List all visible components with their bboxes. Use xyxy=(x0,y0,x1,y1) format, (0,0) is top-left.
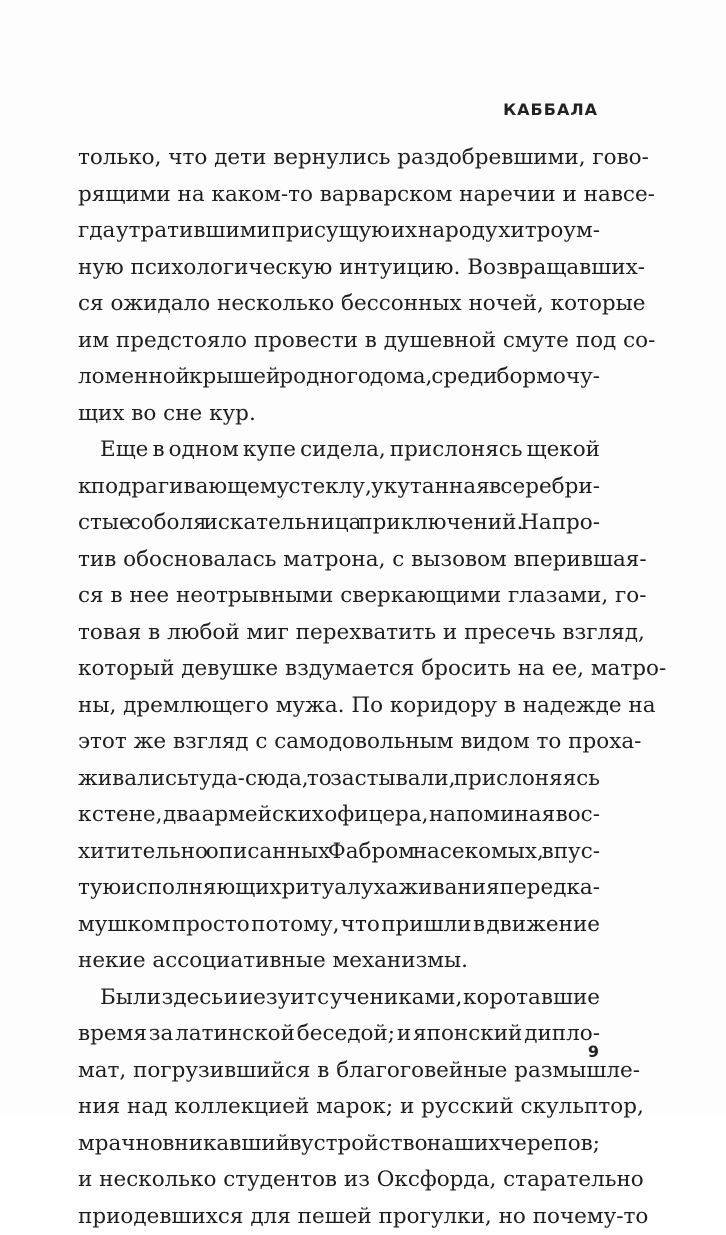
running-head: КАББАЛА xyxy=(503,100,598,119)
text-line: товая в любой миг перехватить и пресечь взгляд, xyxy=(78,615,600,652)
text-line: время за латинской беседой; и японский дипло- xyxy=(78,1016,600,1053)
text-line: некие ассоциативные механизмы. xyxy=(78,943,600,980)
text-line: ны, дремлющего мужа. По коридору в надежде на xyxy=(78,688,600,725)
text-line: ся ожидало несколько бессонных ночей, которые xyxy=(78,286,600,323)
text-line: гда утратившими присущую их народу хитроум- xyxy=(78,213,600,250)
text-line: ния над коллекцией марок; и русский скульптор, xyxy=(78,1089,600,1126)
text-line: мат, погрузившийся в благоговейные размышле- xyxy=(78,1053,600,1090)
text-line: Были здесь и иезуит с учениками, коротавшие xyxy=(78,980,600,1017)
paragraph-1 xyxy=(78,140,600,432)
text-line: щих во сне кур. xyxy=(78,396,600,433)
body-text xyxy=(78,140,600,1235)
text-line: ся в нее неотрывными сверкающими глазами, го- xyxy=(78,578,600,615)
text-line: мрачно вникавший в устройство наших черепов; xyxy=(78,1126,600,1163)
text-line: Еще в одном купе сидела, прислонясь щекой xyxy=(78,432,600,469)
text-line: живались туда-сюда, то застывали, прислоняясь xyxy=(78,761,600,798)
text-line: хитительно описанных Фабром насекомых, впус- xyxy=(78,834,600,871)
text-line: который девушке вздумается бросить на ее, матро- xyxy=(78,651,600,688)
text-line: стые соболя искательница приключений. Напро- xyxy=(78,505,600,542)
text-line: тую исполняющих ритуал ухаживания перед ка- xyxy=(78,870,600,907)
text-line: этот же взгляд с самодовольным видом то проха- xyxy=(78,724,600,761)
paragraph-3 xyxy=(78,980,600,1235)
paragraph-2 xyxy=(78,432,600,980)
text-line: рящими на каком-то варварском наречии и навсе- xyxy=(78,177,600,214)
text-line: и несколько студентов из Оксфорда, старательно xyxy=(78,1162,600,1199)
text-line: только, что дети вернулись раздобревшими, гово- xyxy=(78,140,600,177)
page-number: 9 xyxy=(588,1042,599,1061)
text-line: приодевшихся для пешей прогулки, но почему-то xyxy=(78,1199,600,1235)
text-line: мушком просто потому, что пришли в движение xyxy=(78,907,600,944)
text-line: тив обосновалась матрона, с вызовом вперившая- xyxy=(78,542,600,579)
text-line: им предстояло провести в душевной смуте под со- xyxy=(78,323,600,360)
text-line: к подрагивающему стеклу, укутанная в серебри- xyxy=(78,469,600,506)
text-line: к стене, два армейских офицера, напоминая вос- xyxy=(78,797,600,834)
text-line: ломенной крышей родного дома, среди бормочу- xyxy=(78,359,600,396)
text-line: ную психологическую интуицию. Возвращавших- xyxy=(78,250,600,287)
